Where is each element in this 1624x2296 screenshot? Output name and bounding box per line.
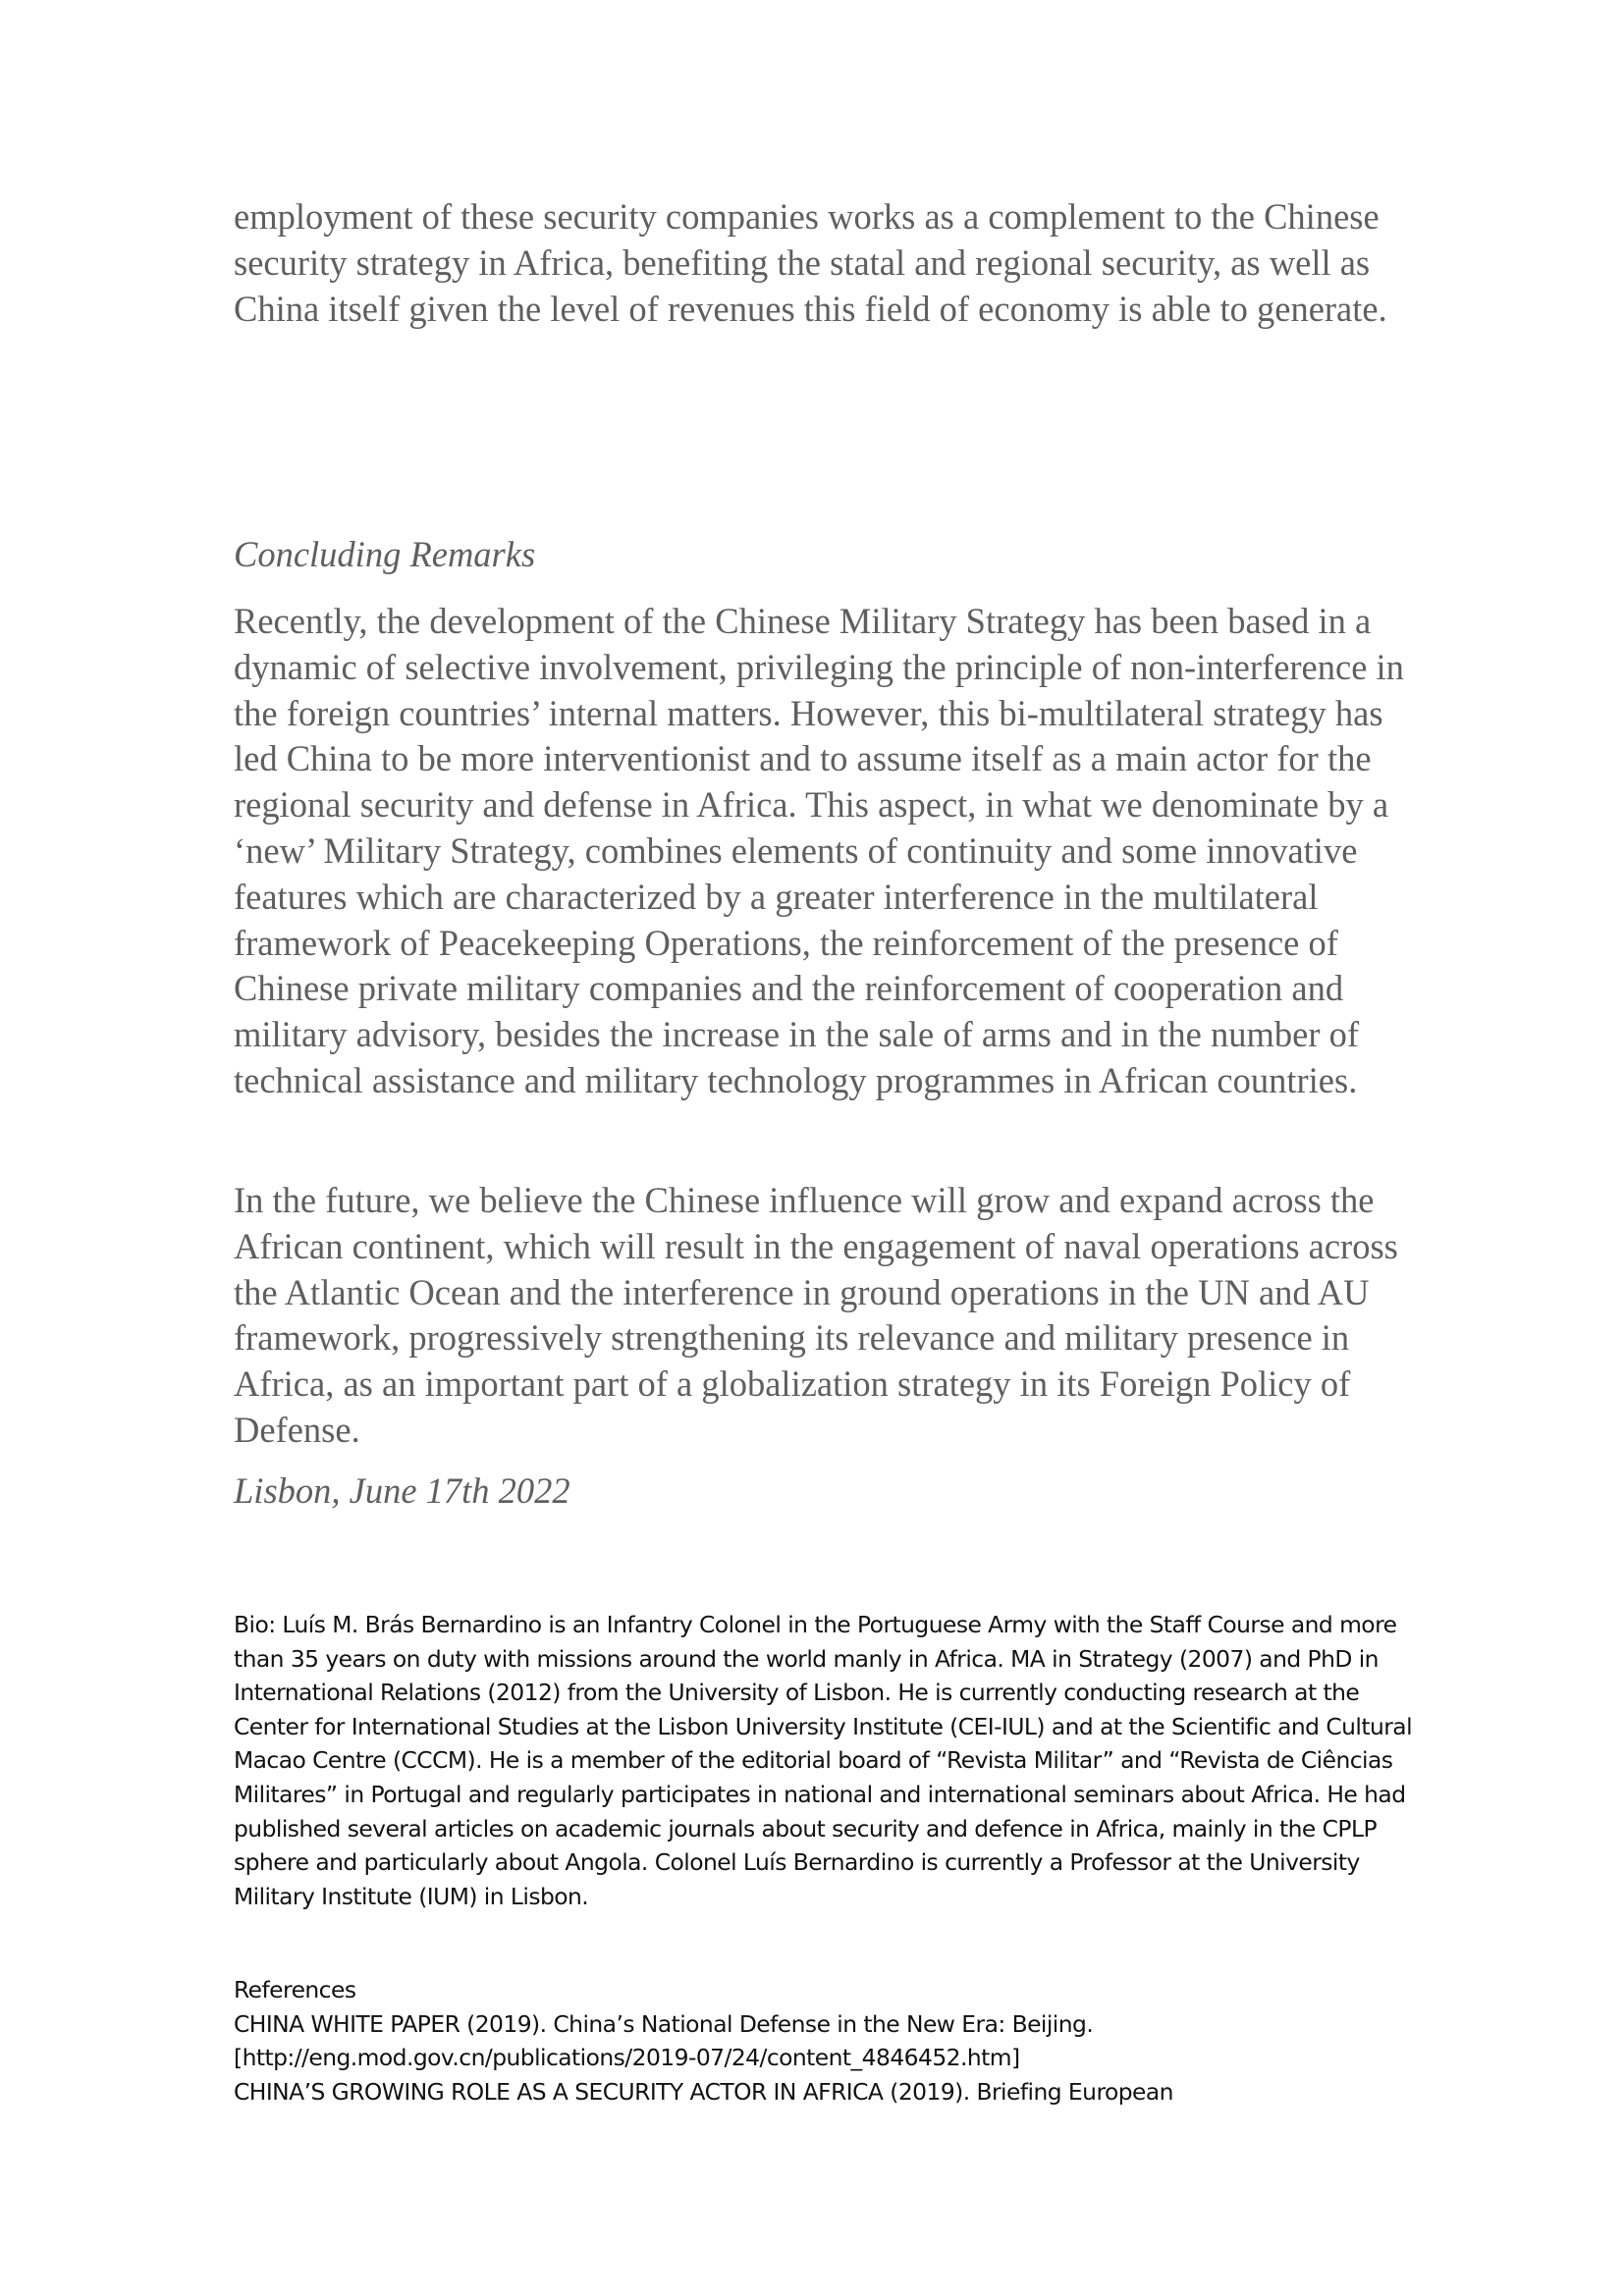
signoff-date: Lisbon, June 17th 2022 <box>234 1470 570 1511</box>
section-heading: Concluding Remarks <box>234 534 536 574</box>
reference-line: CHINA’S GROWING ROLE AS A SECURITY ACTOR IN AFRICA (2019). Briefing European <box>234 2077 1173 2106</box>
references-heading: References <box>234 1976 356 2003</box>
paragraph-future: In the future, we believe the Chinese influence will grow and expand across the African continent, which will result in the engagement of naval operations across the Atlantic Ocean and the interference in ground operations in the UN and AU framework, progressively strengthening its relevance and military presence in Africa, as an important part of a globalization strategy in its Foreign Policy of Defense. <box>234 1180 1398 1450</box>
reference-line: CHINA WHITE PAPER (2019). China’s National Defense in the New Era: Beijing. <box>234 2009 1094 2038</box>
author-bio: Bio: Luís M. Brás Bernardino is an Infantry Colonel in the Portuguese Army with the Staff Course and more than 35 years on duty with missions around the world manly in Africa. MA in Strategy (2007) and PhD in International Relations (2012) from the University of Lisbon. He is currently conducting research at the Center for International Studies at the Lisbon University Institute (CEI-IUL) and at the Scientific and Cultural Macao Centre (CCCM). He is a member of the editorial board of “Revista Militar” and “Revista de Ciências Militares” in Portugal and regularly participates in national and international seminars about Africa. He had published several articles on academic journals about security and defence in Africa, mainly in the CPLP sphere and particularly about Angola. Colonel Luís Bernardino is currently a Professor at the University Military Institute (IUM) in Lisbon. <box>234 1611 1413 1910</box>
reference-line: [http://eng.mod.gov.cn/publications/2019-07/24/content_4846452.htm] <box>234 2044 1020 2072</box>
intro-paragraph: employment of these security companies works as a complement to the Chinese security strategy in Africa, benefiting the statal and regional security, as well as China itself given the level of revenues this field of economy is able to generate. <box>234 196 1387 329</box>
document-page <box>234 194 1413 2106</box>
paragraph-recent: Recently, the development of the Chinese Military Strategy has been based in a dynamic of selective involvement, privileging the principle of non-interference in the foreign countries’ internal matters. However, this bi-multilateral strategy has led China to be more interventionist and to assume itself as a main actor for the regional security and defense in Africa. This aspect, in what we denominate by a ‘new’ Military Strategy, combines elements of continuity and some innovative features which are characterized by a greater interference in the multilateral framework of Peacekeeping Operations, the reinforcement of the presence of Chinese private military companies and the reinforcement of cooperation and military advisory, besides the increase in the sale of arms and in the number of technical assistance and military technology programmes in African countries. <box>234 601 1404 1100</box>
references-section <box>234 1973 1417 2109</box>
